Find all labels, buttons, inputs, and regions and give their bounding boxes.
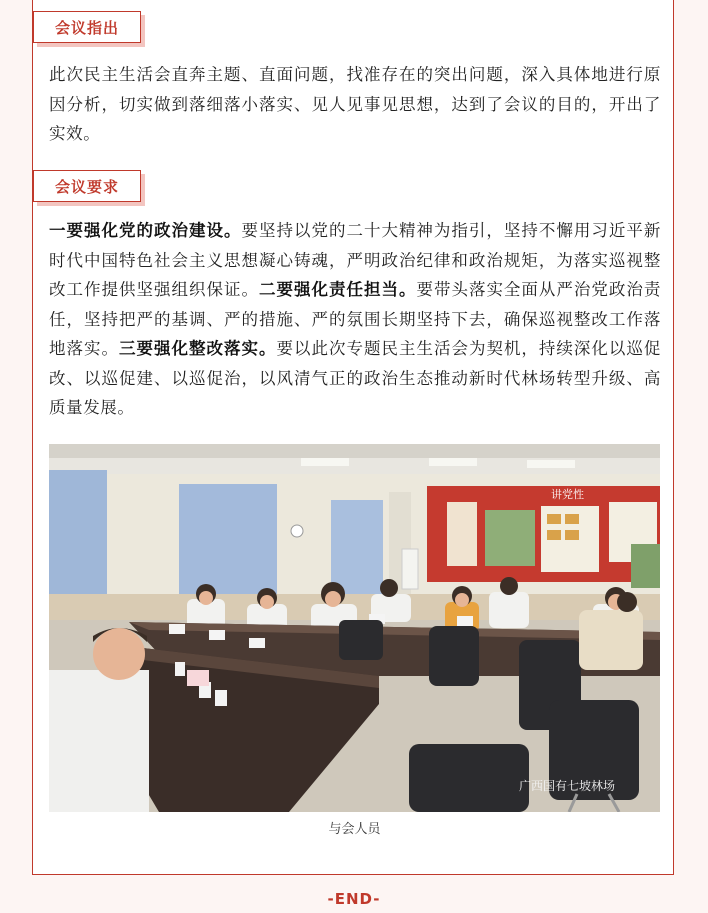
- photo-watermark: 广西国有七坡林场: [519, 779, 616, 793]
- requirement-2-heading: 二要强化责任担当。: [258, 280, 417, 299]
- meeting-noted-paragraph: 此次民主生活会直奔主题、直面问题，找准存在的突出问题，深入具体地进行原因分析，切实做到落细落小落实、见人见事见思想，达到了会议的目的，开出了实效。: [49, 65, 661, 143]
- section-label-meeting-requirements: 会议要求: [33, 170, 141, 202]
- requirement-1-text: 要坚持以党的二十大精神为指引，坚持不懈用习近平新时代中国特色社会主义思想凝心铸魂，严明政治纪律和政治规矩，为落实巡视整改工作提供坚强组织保证。: [49, 221, 661, 299]
- requirement-1-heading: 一要强化党的政治建设。: [49, 221, 242, 240]
- meeting-photo: [49, 444, 660, 812]
- meeting-requirements-paragraph: [49, 216, 661, 423]
- requirement-3-heading: 三要强化整改落实。: [119, 339, 277, 358]
- end-marker: -END-: [327, 890, 381, 908]
- section-label-meeting-noted: 会议指出: [33, 11, 141, 43]
- requirement-2-text: 要带头落实全面从严治党政治责任，坚持把严的基调、严的措施、严的氛围长期坚持下去，确保巡视整改工作落地落实。: [49, 280, 662, 358]
- wall-sign-text: 讲党性: [551, 488, 584, 501]
- requirement-3-text: 要以此次专题民主生活会为契机，持续深化以巡促改、以巡促建、以巡促治，以风清气正的政治生态推动新时代林场转型升级、高质量发展。: [49, 339, 662, 417]
- photo-caption: 与会人员: [328, 822, 381, 837]
- article-card: [32, 0, 674, 875]
